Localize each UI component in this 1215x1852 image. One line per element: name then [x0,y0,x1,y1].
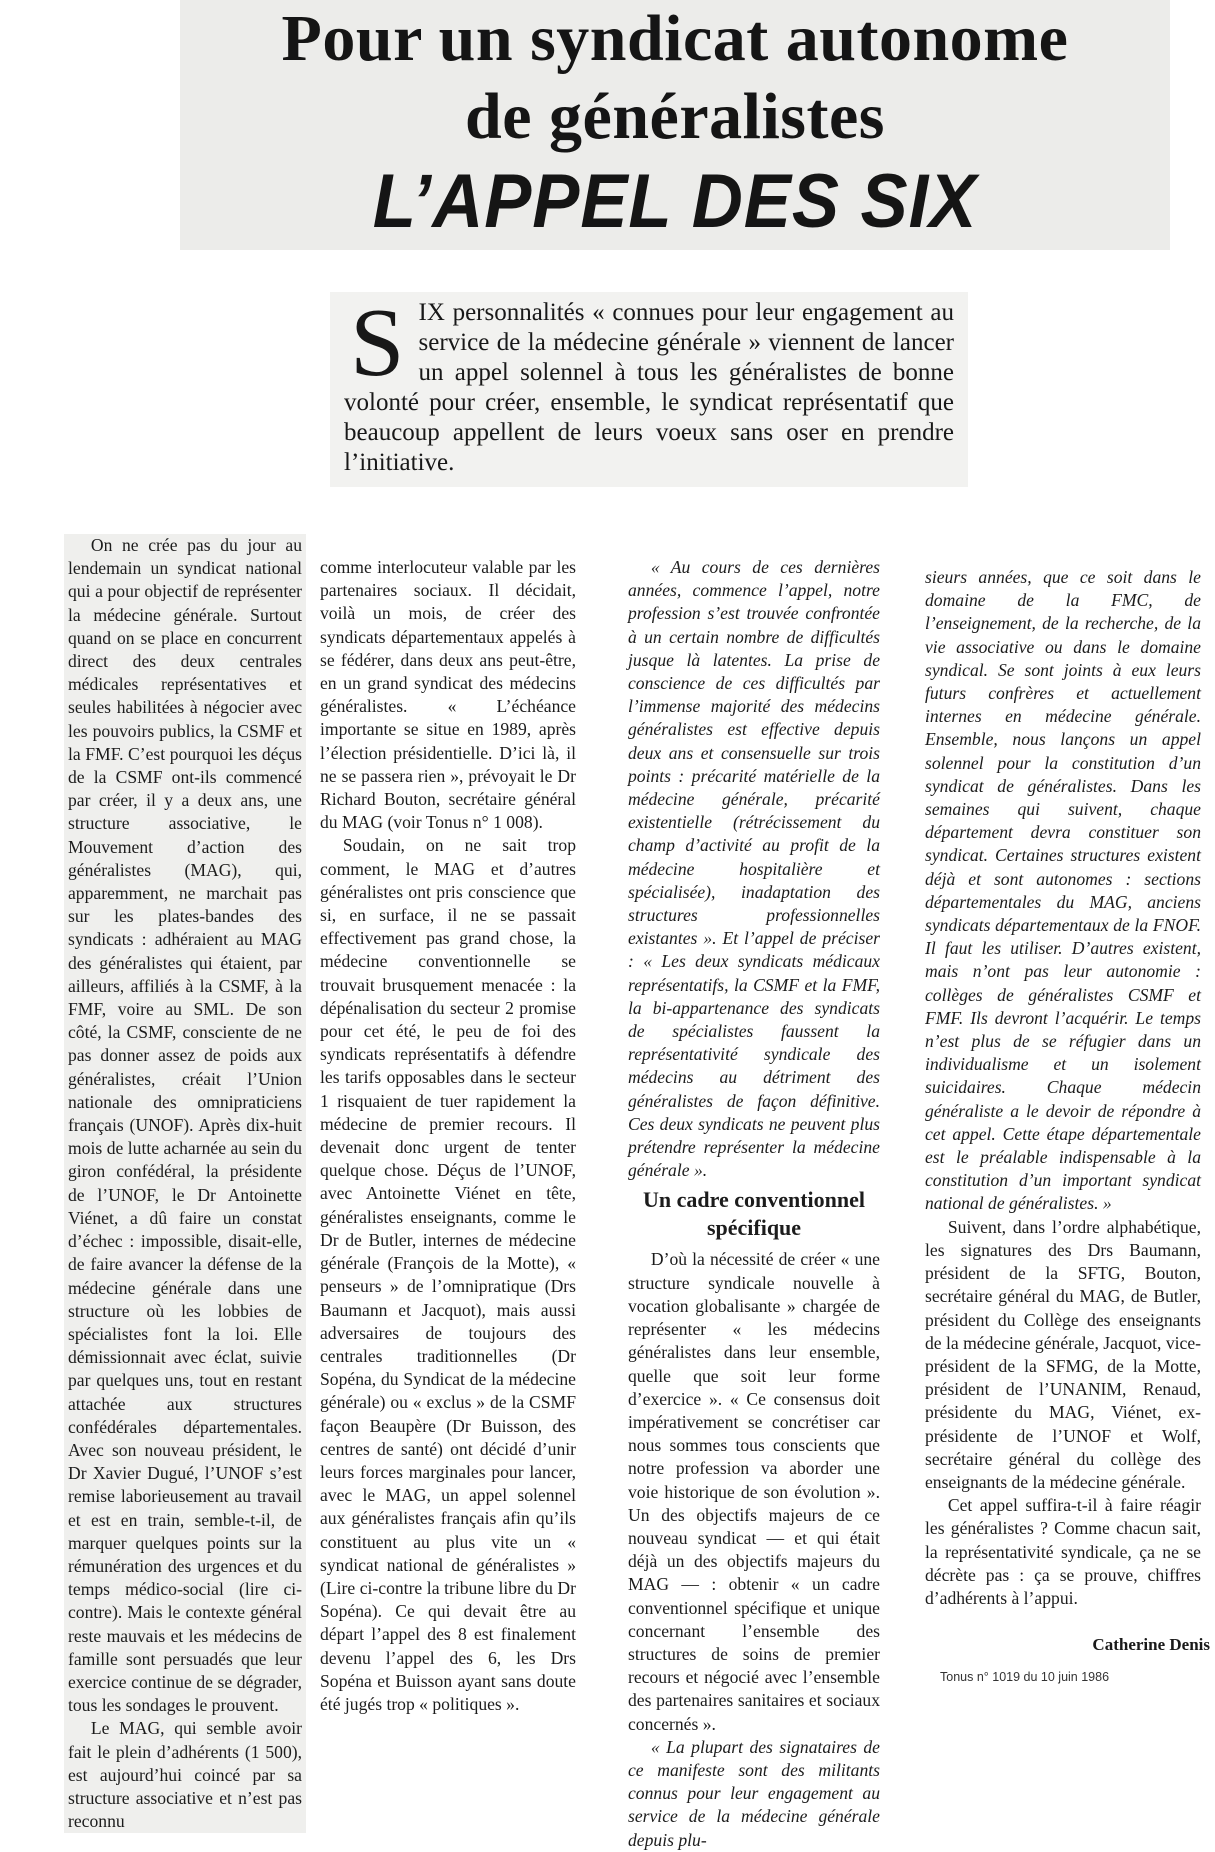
headline-line-3: L’APPEL DES SIX [372,159,978,244]
column-4-paragraph-1: sieurs années, que ce soit dans le domaine de la FMC, de l’enseignement, de la recherche, de la vie associative ou dans le domaine syndical. Se sont joints à eux leurs futurs confrères et actuellement internes en médecine générale. Ensemble, nous lançons un appel solennel pour la constitution d’un syndicat de généralistes. Dans les semaines qui suivent, chaque département devra constituer son syndicat. Certaines structures existent déjà et sont autonomes : sections départementales du MAG, anciens syndicats départementaux de la FNOF. Il faut les utiliser. D’autres existent, mais n’ont pas leur autonomie : collèges de généralistes CSMF et FMF. Ils devront l’acquérir. Le temps n’est plus de se réfugier dans un individualisme et un isolement suicidaires. Chaque médecin généraliste a le devoir de répondre à cet appel. Cette étape départementale est le préalable indispensable à la constitution d’un important syndicat national de généralistes. » [925,567,1201,1214]
lead-paragraph [330,289,968,487]
source-footer: Tonus n° 1019 du 10 juin 1986 [940,1670,1110,1684]
column-2-paragraph-1: comme interlocuteur valable par les partenaires sociaux. Il décidait, voilà un mois, de créer des syndicats départementaux appelés à se fédérer, dans deux ans peut-être, en un grand syndicat des médecins généralistes. « L’échéance importante se situe en 1989, après l’élection présidentielle. D’ici là, il ne se passera rien », prévoyait le Dr Richard Bouton, secrétaire général du MAG (voir Tonus n° 1 008). [320,557,576,833]
article-column-2 [320,556,576,1716]
headline-line-2: de généralistes [465,80,885,153]
column-3-paragraph-2: D’où la nécessité de créer « une structure syndicale nouvelle à vocation globalisante » chargée de représenter « les médecins généralistes dans leur ensemble, quelle que soit leur forme d’exercice ». « Ce consensus doit impérativement se concrétiser car nous sommes tous conscients que notre profession va aborder une voie historique de son évolution ». Un des objectifs majeurs de ce nouveau syndicat — et qui était déjà un des objectifs majeurs du MAG — : obtenir « un cadre conventionnel spécifique et unique concernant l’ensemble des structures de soins de premier recours et négocié avec l’ensemble des partenaires sanitaires et sociaux concernés ». [628,1249,880,1734]
headline-box [180,0,1170,250]
lead-text: IX personnalités « connues pour leur engagement au service de la médecine générale » viennent de lancer un appel solennel à tous les généralistes de bonne volonté pour créer, ensemble, le syndicat représentatif que beaucoup appellent de leurs voeux sans oser en prendre l’initiative. [344,299,954,476]
column-1-paragraph-2: Le MAG, qui semble avoir fait le plein d’adhérents (1 500), est aujourd’hui coincé par sa structure associative et n’est pas reconnu [68,1718,302,1832]
column-2-paragraph-2: Soudain, on ne sait trop comment, le MAG et d’autres généralistes ont pris conscience que si, en surface, il ne se passait effectivement pas grand chose, la médecine conventionnelle se trouvait brusquement menacée : la dépénalisation du secteur 2 promise pour cet été, le peu de foi des syndicats représentatifs à défendre les tarifs opposables dans le secteur 1 risquaient de tuer rapidement la médecine de premier recours. Il devenait donc urgent de tenter quelque chose. Déçus de l’UNOF, avec Antoinette Viénet en tête, généralistes enseignants, comme le Dr de Butler, internes de médecine générale (François de la Motte), « penseurs » de l’omnipratique (Drs Baumann et Jacquot), mais aussi adversaires de toujours des centrales traditionnelles (Dr Sopéna, du Syndicat de la médecine générale) ou « exclus » de la CSMF façon Beaupère (Dr Buisson, des centres de santé) ont décidé d’unir leurs forces marginales pour lancer, avec le MAG, un appel solennel aux généralistes français afin qu’ils constituent au plus vite un « syndicat national de généralistes » (Lire ci-contre la tribune libre du Dr Sopéna). Ce qui devait être au départ l’appel des 8 est finalement devenu l’appel des 6, les Drs Sopéna et Buisson ayant sans doute été jugés trop « politiques ». [320,835,576,1714]
column-4-paragraph-2: Suivent, dans l’ordre alphabétique, les signatures des Drs Baumann, président de la SFTG, Bouton, secrétaire général du MAG, de Butler, président du Collège des enseignants de la médecine générale, Jacquot, vice-président de la SFMG, de la Motte, président de l’UNANIM, Renaud, présidente du MAG, Viénet, ex-présidente de l’UNOF et Wolf, secrétaire général du collège des enseignants de la médecine générale. [925,1216,1201,1492]
article-column-1 [64,534,306,1833]
column-3-paragraph-3: « La plupart des signataires de ce manifeste sont des militants connus pour leur engagement au service de la médecine générale depuis plu- [628,1736,880,1850]
lead-dropcap: S [350,289,405,397]
column-1-paragraph-1: On ne crée pas du jour au lendemain un syndicat national qui a pour objectif de représenter la médecine générale. Surtout quand on se place en concurrent direct des deux centrales médicales représentatives et seules habilitées à négocier avec les pouvoirs publics, la CSMF et la FMF. C’est pourquoi les déçus de la CSMF ont-ils commencé par créer, il y a deux ans, une structure associative, le Mouvement d’action des généralistes (MAG), qui, apparemment, ne marchait pas sur les plates-bandes des syndicats : adhéraient au MAG des généralistes qui étaient, par ailleurs, affiliés à la CSMF, à la FMF, voire au SML. De son côté, la CSMF, consciente de ne pas donner assez de poids aux généralistes, créait l’Union nationale des omnipraticiens français (UNOF). Après dix-huit mois de lutte acharnée au sein du giron confédéral, la présidente de l’UNOF, le Dr Antoinette Viénet, a dû faire un constat d’échec : impossible, disait-elle, de faire avancer la défense de la médecine générale dans une structure où les lobbies de spécialistes font la loi. Elle démissionnait avec éclat, suivie par quelques uns, tout en restant attachée aux structures confédérales départementales. Avec son nouveau président, le Dr Xavier Dugué, l’UNOF s’est remise laborieusement au travail et est en train, semble-t-il, de marquer quelques points sur la rémunération des urgences et du temps médico-social (lire ci-contre). Mais le contexte général reste mauvais et les médecins de famille sont persuadés que leur exercice continue de se dégrader, tous les sondages le prouvent. [68,535,302,1716]
section-subheading: Un cadre conventionnel spécifique [642,1187,866,1241]
article-column-4 [925,566,1201,1610]
column-3-paragraph-1: « Au cours de ces dernières années, commence l’appel, notre profession s’est trouvée confrontée à un certain nombre de difficultés jusque là latentes. La prise de conscience de ces difficultés par l’immense majorité des médecins généralistes est effective depuis deux ans et consensuelle sur trois points : précarité matérielle de la médecine générale, précarité existentielle (rétrécissement du champ d’activité au profit de la médecine hospitalière et spécialisée), inadaptation des structures professionnelles existantes ». Et l’appel de préciser : « Les deux syndicats médicaux représentatifs, la CSMF et la FMF, la bi-appartenance des syndicats de spécialistes faussent la représentativité syndicale des médecins au détriment des généralistes de façon définitive. Ces deux syndicats ne peuvent plus prétendre représenter la médecine générale ». [628,557,880,1181]
column-4-paragraph-3: Cet appel suffira-t-il à faire réagir les généralistes ? Comme chacun sait, la représentativité syndicale, ça ne se décrète pas : ça se prouve, chiffres d’adhérents à l’appui. [925,1495,1201,1608]
article-column-3 [628,556,880,1852]
headline-line-1: Pour un syndicat autonome [281,2,1069,75]
author-signature: Catherine Denis [1092,1635,1210,1654]
